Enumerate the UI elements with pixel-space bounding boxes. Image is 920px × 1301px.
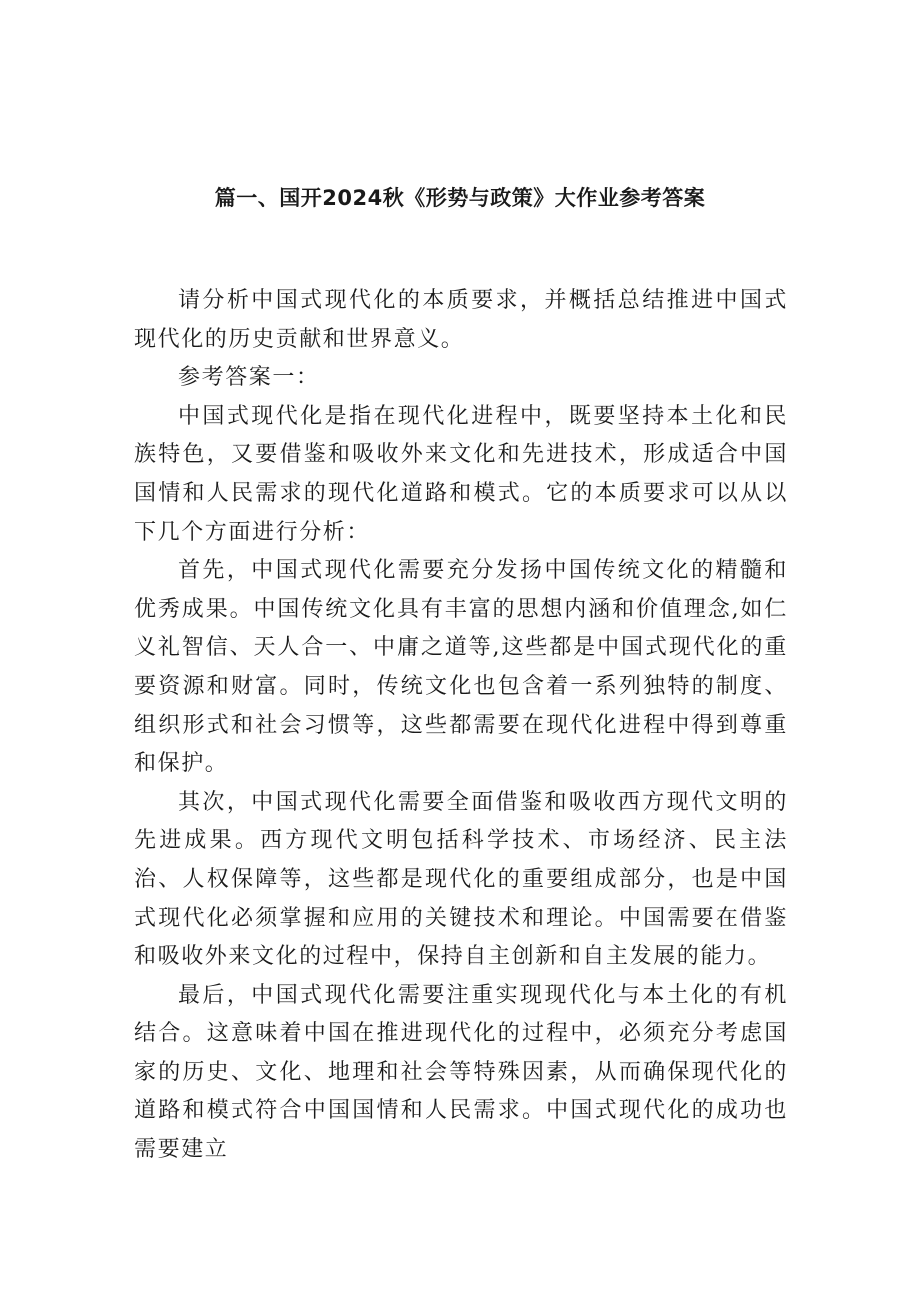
question-paragraph: 请分析中国式现代化的本质要求，并概括总结推进中国式现代化的历史贡献和世界意义。 bbox=[134, 288, 788, 352]
body-paragraph: 其次，中国式现代化需要全面借鉴和吸收西方现代文明的先进成果。西方现代文明包括科学技术、市场经济、民主法治、人权保障等，这些都是现代化的重要组成部分，也是中国式现代化必须掌握和应用的关键技术和理论。中国需要在借鉴和吸收外来文化的过程中，保持自主创新和自主发展的能力。 bbox=[134, 789, 788, 970]
body-paragraph: 最后，中国式现代化需要注重实现现代化与本土化的有机结合。这意味着中国在推进现代化的过程中，必须充分考虑国家的历史、文化、地理和社会等特殊因素，从而确保现代化的道路和模式符合中国国情和人民需求。中国式现代化的成功也需要建立 bbox=[134, 982, 788, 1163]
body-paragraph: 中国式现代化是指在现代化进程中，既要坚持本土化和民族特色，又要借鉴和吸收外来文化和先进技术，形成适合中国国情和人民需求的现代化道路和模式。它的本质要求可以从以下几个方面进行分析： bbox=[134, 403, 788, 545]
answer-heading: 参考答案一： bbox=[178, 365, 320, 391]
document-title: 篇一、国开2024秋《形势与政策》大作业参考答案 bbox=[214, 186, 706, 210]
document-body bbox=[134, 282, 788, 1170]
body-paragraph: 首先，中国式现代化需要充分发扬中国传统文化的精髓和优秀成果。中国传统文化具有丰富的思想内涵和价值理念,如仁义礼智信、天人合一、中庸之道等,这些都是中国式现代化的重要资源和财富。同时，传统文化也包含着一系列独特的制度、组织形式和社会习惯等，这些都需要在现代化进程中得到尊重和保护。 bbox=[134, 558, 788, 777]
